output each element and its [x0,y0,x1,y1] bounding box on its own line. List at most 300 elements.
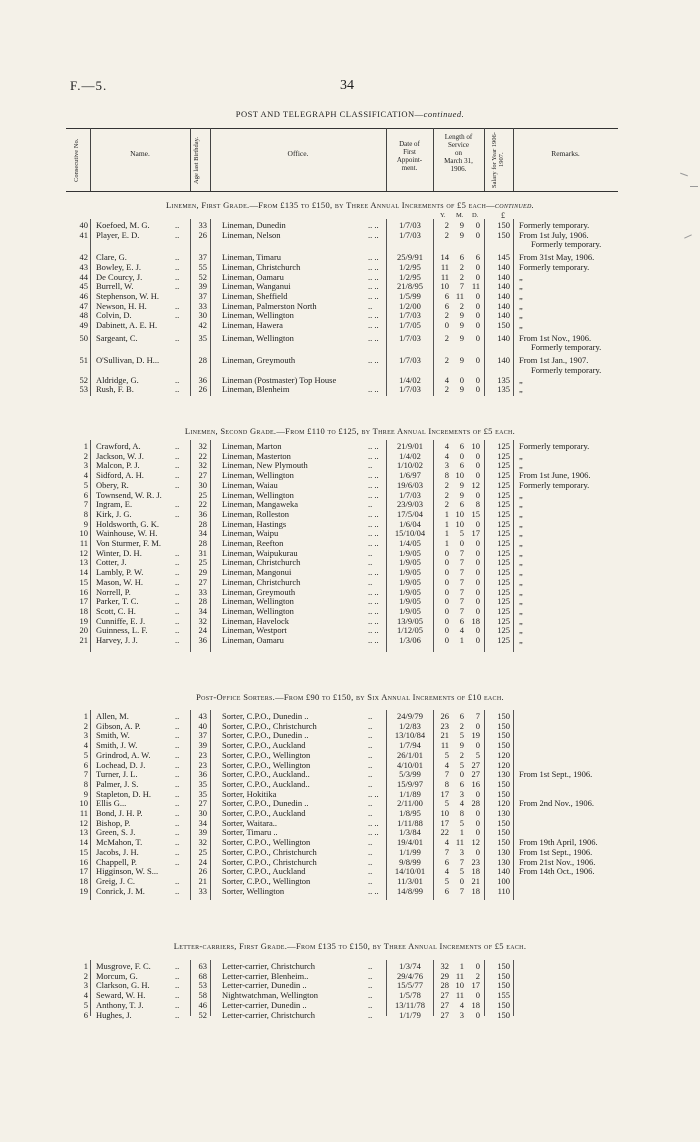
appointment-date-cell: 19/4/01 [397,837,423,848]
service-years-cell: 11 [440,271,449,282]
service-months-cell: 2 [459,271,464,282]
leader-dots: .. [368,730,373,741]
consecutive-no: 20 [79,625,88,636]
leader-dots: .. [175,980,180,991]
table-row [0,799,700,808]
leader-dots: .. [368,547,373,558]
leader-dots: .. [368,759,373,770]
office-cell: Lineman, Waipu [222,528,279,539]
appointment-date-cell: 1/7/94 [399,740,421,751]
consecutive-no: 1 [83,441,88,451]
appointment-date-cell: 14/8/99 [397,885,423,896]
header-date-first-appointment [386,140,433,172]
table-row [0,858,700,867]
service-months-cell: 3 [459,846,464,857]
service-days-cell: 2 [475,970,480,981]
service-months-cell: 9 [459,320,464,330]
age-cell: 32 [198,460,207,471]
leader-dots: .. [175,499,180,510]
service-days-cell: 0 [475,961,480,971]
name-cell: Burrell, W. [96,281,134,292]
leader-dots: .. .. [368,290,379,301]
remarks-cell: From 1st Nov., 1906. [519,332,592,343]
leader-dots: .. [368,990,373,1001]
table-row [0,809,700,818]
age-cell: 30 [198,808,207,818]
header-date-line: ment. [401,164,418,172]
salary-cell: 150 [497,980,510,991]
service-days-cell: 0 [475,635,480,645]
header-top-rule [66,128,618,129]
leader-dots: .. .. [368,310,379,321]
consecutive-no: 7 [83,769,88,780]
document-title [0,109,700,119]
service-days-cell: 12 [471,479,480,490]
service-days-cell: 0 [475,846,480,857]
service-days-cell: 10 [471,441,480,451]
table-row [0,491,700,500]
service-years-cell: 23 [440,720,449,731]
name-cell: Von Sturmer, F. M. [96,538,161,548]
section-title-linemen-first-grade [0,200,700,210]
section-title-linemen-second-grade: Linemen, Second Grade.—From £110 to £125, by Three Annual Increments of £5 each. [184,426,516,436]
service-months-cell: 6 [459,778,464,789]
table-row [0,848,700,857]
consecutive-no: 8 [83,508,88,519]
header-service-line: March 31, [444,157,473,165]
service-days-cell: 0 [475,229,480,240]
leader-dots: .. .. [368,332,379,343]
salary-cell: 125 [497,576,510,587]
header-remarks: Remarks. [551,149,580,158]
leader-dots: .. [175,749,180,760]
remarks-cell: „ [519,489,523,500]
table-row [0,887,700,896]
service-years-cell: 0 [444,567,449,578]
service-years-cell: 17 [440,817,449,828]
remarks-cell: „ [519,567,523,578]
age-cell: 24 [198,625,207,636]
leader-dots: .. [368,970,373,981]
leader-dots: .. [368,740,373,751]
age-cell: 34 [198,817,207,828]
table-row [0,722,700,731]
salary-cell: 125 [497,470,510,481]
age-cell: 27 [198,470,207,481]
appointment-date-cell: 1/7/03 [399,220,421,230]
consecutive-no: 18 [79,875,88,886]
office-cell: Letter-carrier, Dunedin .. [222,980,307,991]
office-cell: Lineman, Hawera [222,320,283,330]
service-months-cell: 9 [459,310,464,321]
service-months-cell: 11 [455,837,464,848]
name-cell: Smith, W. [96,730,130,741]
salary-cell: 125 [497,615,510,626]
service-years-cell: 8 [444,470,449,481]
leader-dots: .. .. [368,625,379,636]
service-days-cell: 0 [475,740,480,751]
appointment-date-cell: 1/1/79 [399,1009,421,1020]
age-cell: 23 [198,759,207,770]
leader-dots: .. [368,846,373,857]
service-years-cell: 28 [440,980,449,991]
service-months-cell: 5 [459,730,464,741]
consecutive-no: 1 [83,711,88,721]
table-row [0,790,700,799]
appointment-date-cell: 1/7/03 [399,332,421,343]
leader-dots: .. [368,720,373,731]
appointment-date-cell: 1/11/88 [397,817,423,828]
table-row [0,549,700,558]
service-years-cell: 5 [444,749,449,760]
leader-dots: .. .. [368,885,379,896]
months-label: M. [456,212,464,219]
service-months-cell: 2 [459,720,464,731]
table-row [0,481,700,490]
appointment-date-cell: 15/10/04 [394,528,426,539]
name-cell: O'Sullivan, D. H... [96,355,160,366]
salary-cell: 155 [497,990,510,1001]
remarks-cell: „ [519,605,523,616]
name-cell: Colvin, D. [96,310,132,321]
consecutive-no: 19 [79,615,88,626]
salary-cell: 125 [497,605,510,616]
leader-dots: .. [175,384,180,395]
salary-cell: 150 [497,788,510,799]
page-identifier: F.—5. [70,78,108,93]
remarks-cell: „ [519,450,523,461]
consecutive-no: 43 [79,261,88,272]
leader-dots: .. [175,885,180,896]
salary-cell: 140 [497,271,510,282]
office-cell: Lineman, Christchurch [222,261,301,272]
consecutive-no: 2 [83,450,88,461]
service-days-cell: 28 [471,798,480,809]
service-months-cell: 6 [459,441,464,451]
consecutive-no: 50 [79,332,88,343]
salary-cell: 150 [497,837,510,848]
remarks-cell: „ [519,538,523,548]
leader-dots: .. [175,875,180,886]
salary-cell: 125 [497,538,510,548]
office-cell: Sorter, C.P.O., Christchurch [222,856,317,867]
header-divider [484,128,485,191]
header-office: Office. [287,149,309,158]
leader-dots: .. .. [368,271,379,282]
remarks-cell: Formerly temporary. [519,261,590,272]
consecutive-no: 21 [79,635,88,645]
leader-dots: .. [175,769,180,780]
salary-cell: 125 [497,586,510,597]
table-row [0,500,700,509]
leader-dots: .. .. [368,220,379,230]
leader-dots: .. [175,586,180,597]
table-row [0,819,700,828]
salary-cell: 150 [497,320,510,330]
salary-cell: 150 [497,220,510,230]
name-cell: Kirk, J. G. [96,508,132,519]
leader-dots: .. [175,281,180,292]
age-cell: 30 [198,479,207,490]
office-cell: Lineman, Reefton [222,538,284,548]
header-service-line: 1906. [450,165,467,173]
name-cell: Higginson, W. S... [96,866,159,877]
service-months-cell: 9 [459,332,464,343]
appointment-date-cell: 26/1/01 [397,749,423,760]
leader-dots: .. .. [368,252,379,263]
leader-dots: .. [175,374,180,385]
service-years-cell: 8 [444,778,449,789]
table-row [0,578,700,587]
table-row [0,539,700,548]
name-cell: Koefoed, M. G. [96,220,150,230]
consecutive-no: 2 [83,970,88,981]
appointment-date-cell: 2/11/00 [397,798,423,809]
office-cell: Lineman, Timaru [222,252,282,263]
salary-cell: 125 [497,450,510,461]
salary-cell: 120 [497,798,510,809]
leader-dots: .. [175,778,180,789]
name-cell: Cunniffe, E. J. [96,615,146,626]
salary-cell: 140 [497,290,510,301]
service-years-cell: 11 [440,740,449,751]
name-cell: Bishop, P. [96,817,131,828]
leader-dots: .. [368,856,373,867]
name-cell: McMahon, T. [96,837,143,848]
leader-dots: .. .. [368,281,379,292]
leader-dots: .. [175,547,180,558]
service-days-cell: 18 [471,885,480,896]
table-row [0,558,700,567]
leader-dots: .. [368,866,373,877]
service-days-cell: 0 [475,1009,480,1020]
service-months-cell: 0 [459,374,464,385]
remarks-cell: „ [519,596,523,607]
service-years-cell: 4 [444,450,449,461]
service-months-cell: 3 [459,788,464,799]
appointment-date-cell: 1/2/83 [399,720,421,731]
office-cell: Lineman, Mangaweka [222,499,298,510]
office-cell: Sorter, C.P.O., Dunedin .. [222,798,309,809]
service-years-cell: 1 [444,518,449,529]
leader-dots: .. .. [368,567,379,578]
service-months-cell: 6 [459,499,464,510]
service-months-cell: 11 [455,990,464,1001]
service-years-cell: 0 [444,605,449,616]
leader-dots: .. [175,252,180,263]
appointment-date-cell: 1/3/74 [399,961,421,971]
salary-cell: 130 [497,808,510,818]
consecutive-no: 6 [83,489,88,500]
leader-dots: .. .. [368,508,379,519]
name-cell: Hughes, J. [96,1009,132,1020]
margin-mark [690,186,698,187]
consecutive-no: 5 [83,479,88,490]
leader-dots: .. .. [368,261,379,272]
appointment-date-cell: 1/9/05 [399,567,421,578]
age-cell: 32 [198,615,207,626]
service-months-cell: 10 [455,518,464,529]
consecutive-no: 3 [83,460,88,471]
leader-dots: .. .. [368,605,379,616]
salary-cell: 140 [497,281,510,292]
consecutive-no: 18 [79,605,88,616]
appointment-date-cell: 1/2/00 [399,300,421,311]
table-row [0,838,700,847]
remarks-continuation: Formerly temporary. [531,342,602,353]
service-years-cell: 10 [440,281,449,292]
service-days-cell: 0 [475,300,480,311]
salary-cell: 135 [497,384,510,395]
appointment-date-cell: 24/9/79 [397,711,423,721]
name-cell: Obery, R. [96,479,129,490]
service-days-cell: 0 [475,355,480,366]
service-days-cell: 0 [475,470,480,481]
leader-dots: .. .. [368,384,379,395]
remarks-cell: „ [519,576,523,587]
appointment-date-cell: 5/3/99 [399,769,421,780]
office-cell: Letter-carrier, Dunedin .. [222,999,307,1010]
consecutive-no: 2 [83,720,88,731]
consecutive-no: 3 [83,730,88,741]
service-months-cell: 10 [455,508,464,519]
salary-cell: 135 [497,374,510,385]
table-row [0,877,700,886]
service-months-cell: 4 [459,798,464,809]
age-cell: 36 [198,374,207,385]
office-cell: Sorter, Waitara.. [222,817,277,828]
name-cell: Harvey, J. J. [96,635,138,645]
appointment-date-cell: 9/8/99 [399,856,421,867]
age-cell: 36 [198,769,207,780]
appointment-date-cell: 1/10/02 [397,460,423,471]
service-years-cell: 10 [440,808,449,818]
office-cell: Lineman, Sheffield [222,290,288,301]
age-cell: 28 [198,538,207,548]
leader-dots: .. [175,300,180,311]
appointment-date-cell: 14/10/01 [394,866,426,877]
service-days-cell: 0 [475,586,480,597]
table-row [0,461,700,470]
office-cell: Lineman, Rolleston [222,508,290,519]
salary-cell: 125 [497,557,510,568]
salary-cell: 145 [497,252,510,263]
section-title-letter-carriers-first-grade: Letter-carriers, First Grade.—From £135 to £150, by Three Annual Increments of £5 each. [173,941,527,951]
title-continued: continued. [423,109,465,119]
office-cell: Sorter, C.P.O., Dunedin .. [222,730,309,741]
appointment-date-cell: 1/3/84 [399,827,421,838]
salary-cell: 150 [497,1009,510,1020]
leader-dots: .. [175,460,180,471]
table-row [0,780,700,789]
salary-cell: 150 [497,817,510,828]
header-service-line: on [455,149,462,157]
service-days-cell: 16 [471,778,480,789]
name-cell: Jacobs, J. H. [96,846,139,857]
name-cell: Winter, D. H. [96,547,142,558]
leader-dots: .. .. [368,450,379,461]
table-row [0,761,700,770]
service-days-cell: 0 [475,990,480,1001]
service-days-cell: 17 [471,980,480,991]
salary-cell: 125 [497,508,510,519]
appointment-date-cell: 11/3/01 [397,875,423,886]
office-cell: Sorter, C.P.O., Wellington [222,837,311,848]
leader-dots: .. .. [368,229,379,240]
age-cell: 30 [198,310,207,321]
service-years-cell: 0 [444,586,449,597]
consecutive-no: 15 [79,846,88,857]
office-cell: Lineman, Masterton [222,450,291,461]
leader-dots: .. [175,856,180,867]
age-cell: 31 [198,547,207,558]
office-cell: Sorter, C.P.O., Auckland [222,740,306,751]
salary-cell: 150 [497,999,510,1010]
leader-dots: .. [175,711,180,721]
name-cell: Wainhouse, W. H. [96,528,158,539]
appointment-date-cell: 1/1/99 [399,846,421,857]
service-days-cell: 0 [475,557,480,568]
service-months-cell: 10 [455,980,464,991]
leader-dots: .. .. [368,470,379,481]
appointment-date-cell: 1/9/05 [399,576,421,587]
leader-dots: .. [368,300,373,311]
header-age: Age last Birthday. [193,136,200,184]
salary-cell: 150 [497,827,510,838]
name-cell: Parker, T. C. [96,596,139,607]
name-cell: Green, S. J. [96,827,136,838]
leader-dots: .. .. [368,441,379,451]
service-months-cell: 2 [459,261,464,272]
service-years-cell: 0 [444,635,449,645]
service-years-cell: 22 [440,827,449,838]
consecutive-no: 10 [79,798,88,809]
service-days-cell: 0 [475,489,480,500]
leader-dots: .. .. [368,586,379,597]
name-cell: Palmer, J. S. [96,778,139,789]
name-cell: Newson, H. H. [96,300,147,311]
appointment-date-cell: 15/9/97 [397,778,423,789]
table-row [0,867,700,876]
service-years-cell: 0 [444,557,449,568]
table-row [0,1001,700,1010]
service-years-cell: 4 [444,374,449,385]
leader-dots: .. [175,846,180,857]
service-days-cell: 0 [475,460,480,471]
leader-dots: .. [175,999,180,1010]
consecutive-no: 40 [79,220,88,230]
consecutive-no: 13 [79,827,88,838]
service-years-cell: 27 [440,990,449,1001]
service-months-cell: 1 [459,635,464,645]
appointment-date-cell: 1/7/03 [399,229,421,240]
years-label: Y. [440,212,446,219]
name-cell: Anthony, T. J. [96,999,144,1010]
consecutive-no: 1 [83,961,88,971]
remarks-cell: „ [519,499,523,510]
consecutive-no: 9 [83,788,88,799]
age-cell: 39 [198,740,207,751]
remarks-cell: „ [519,384,523,395]
consecutive-no: 48 [79,310,88,321]
appointment-date-cell: 25/9/91 [397,252,423,263]
table-row [0,828,700,837]
consecutive-no: 51 [79,355,88,366]
salary-cell: 150 [497,778,510,789]
service-days-cell: 18 [471,866,480,877]
appointment-date-cell: 1/6/04 [399,518,421,529]
age-cell: 28 [198,355,207,366]
